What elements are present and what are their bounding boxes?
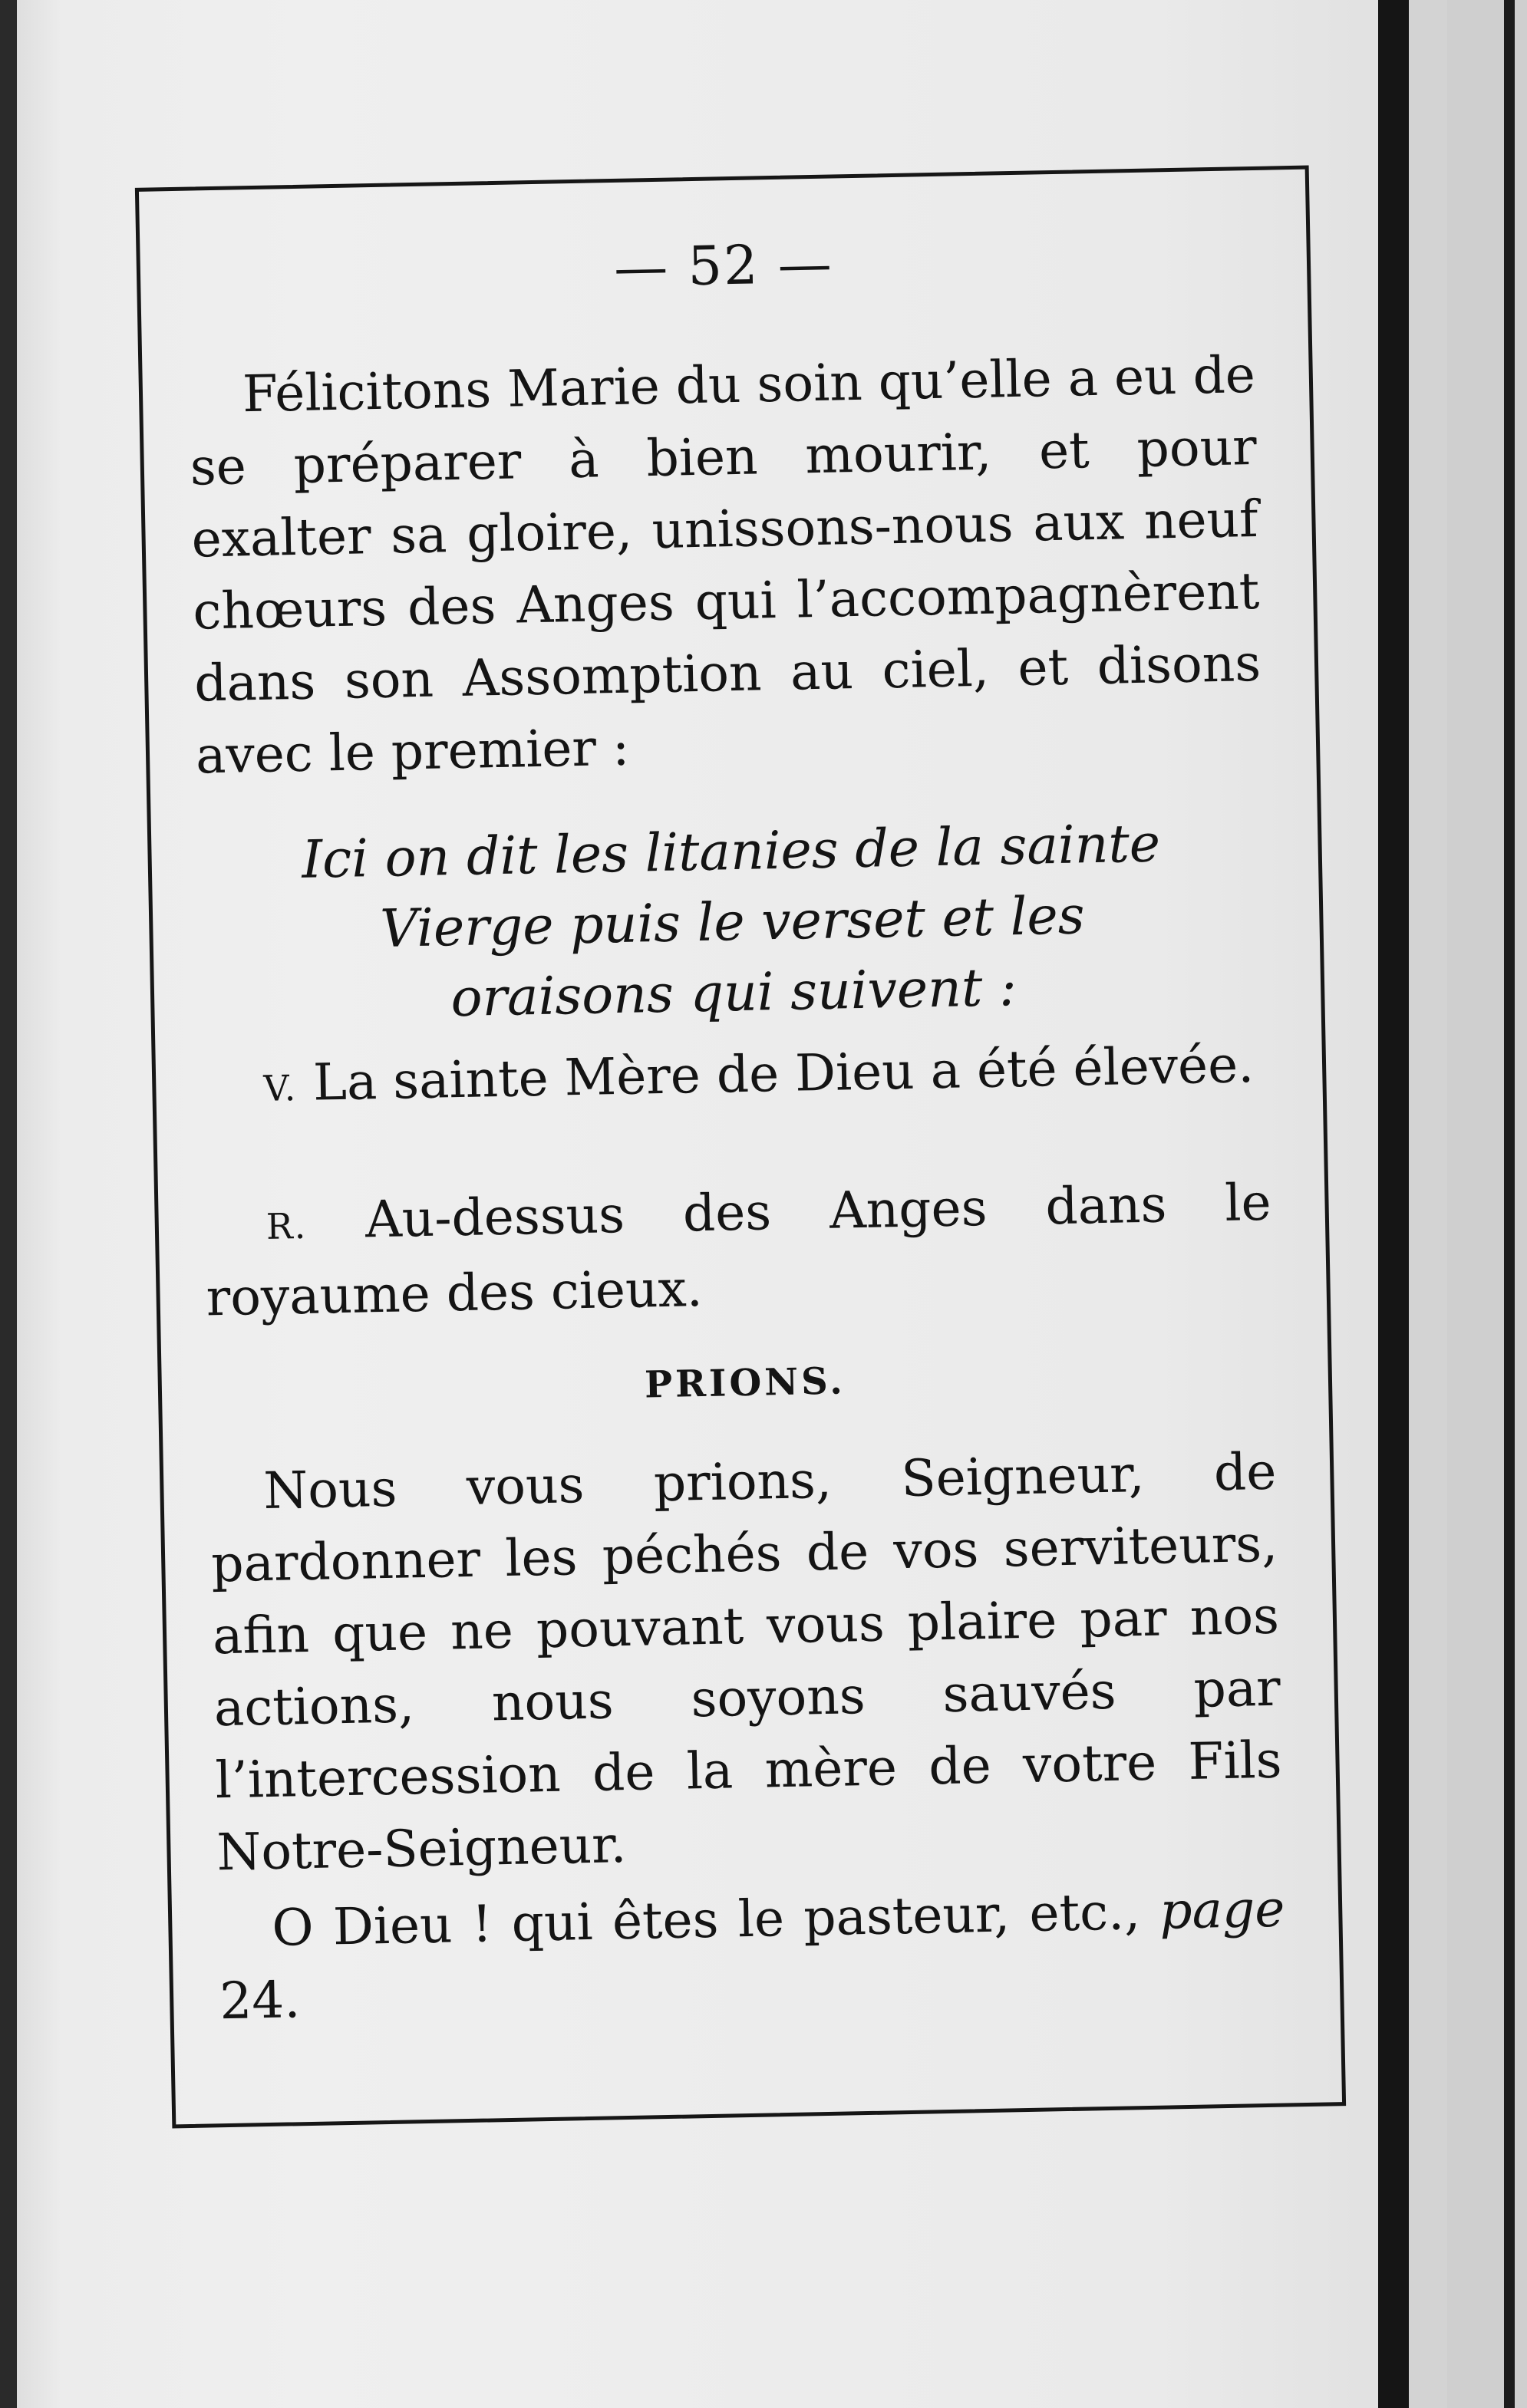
page-number: — 52 — xyxy=(613,232,834,299)
response-text: Au-dessus des Anges dans le royaume des cieux. xyxy=(205,1172,1272,1328)
versicle-mark: V. xyxy=(262,1067,298,1109)
response-mark: R. xyxy=(265,1204,308,1247)
closing-paragraph xyxy=(218,1873,1287,2038)
spine-gap xyxy=(1409,0,1447,2408)
closing-text: O Dieu ! qui êtes le pasteur, etc., xyxy=(271,1882,1141,1958)
rubric xyxy=(197,807,1268,1039)
rubric-line: Vierge puis le verset et les xyxy=(379,885,1086,960)
rubric-line: Ici on dit les litanies de la sainte xyxy=(301,813,1161,891)
versicle xyxy=(201,1029,1269,1125)
prayer-paragraph: Nous vous prions, Seigneur, de pardonner les péchés de vos serviteurs, afin que ne pouvant vous plaire par nos actions, nous soyons sauvés par l’intercession de la mère de votre Fils Notre-Seigneur. xyxy=(210,1441,1283,1883)
intro-paragraph: Félicitons Marie du soin qu’elle a eu de se préparer à bien mourir, et pour exalter sa gloire, unissons-nous aux neuf chœurs des Anges qui l’accompagnèrent dans son Assomption au ciel, et disons avec le premier : xyxy=(190,344,1262,786)
page-reference-label: page xyxy=(1159,1879,1285,1941)
left-page-edge xyxy=(0,0,17,2408)
page-reference-number: 24. xyxy=(219,1970,301,2031)
versicle-text: La sainte Mère de Dieu a été élevée. xyxy=(312,1035,1255,1112)
rubric-line: oraisons qui suivent : xyxy=(450,957,1017,1029)
right-edge-line xyxy=(1504,0,1515,2408)
prayer-heading: PRIONS. xyxy=(644,1359,846,1407)
response xyxy=(204,1168,1273,1334)
text-frame xyxy=(135,166,1346,2129)
book-spine-shadow xyxy=(1378,0,1409,2408)
right-page-edge xyxy=(1447,0,1527,2408)
